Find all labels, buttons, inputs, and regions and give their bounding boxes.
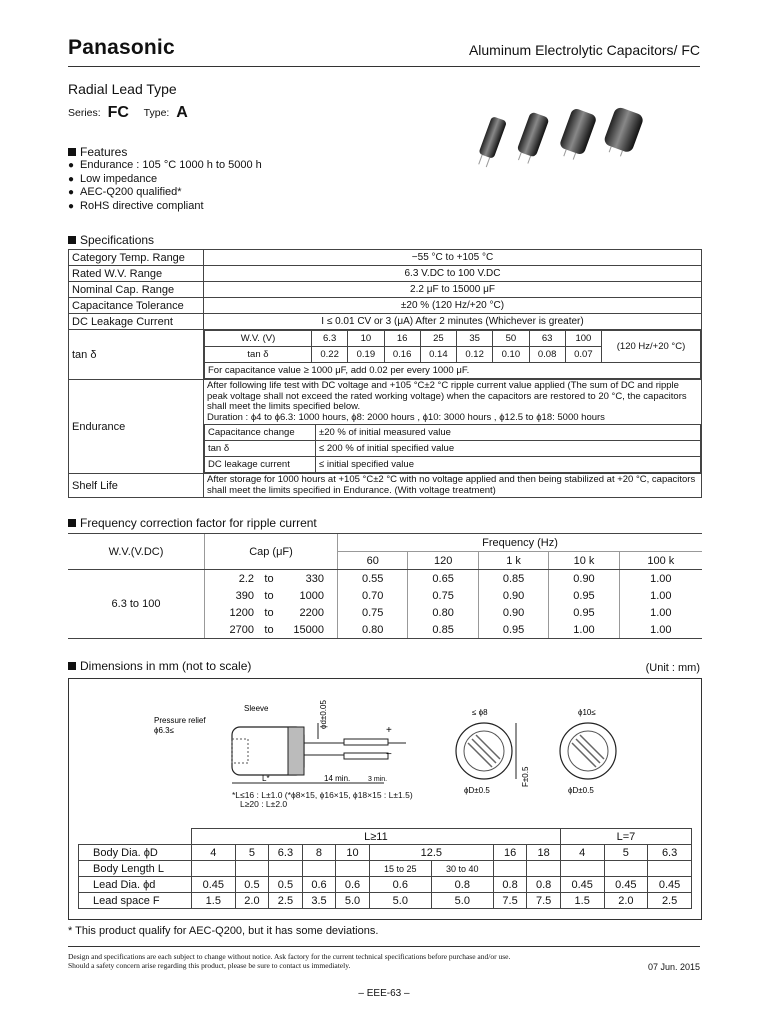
limit-value: ≤ initial specified value xyxy=(316,457,701,473)
tolerance-note-1: *L≤16 : L±1.0 (*ϕ8×15, ϕ16×15, ϕ18×15 : L±1.5) xyxy=(232,790,413,800)
plus-text: + xyxy=(386,725,392,736)
dim-cell: 5.0 xyxy=(336,893,370,909)
lead-sleeve xyxy=(344,753,388,759)
tolerance-note-2: L≥20 : L±2.0 xyxy=(240,799,288,809)
dim-row-label: Lead Dia. ϕd xyxy=(79,877,192,893)
revision-date: 07 Jun. 2015 xyxy=(647,962,700,972)
feature-item: ● Endurance : 105 °C 1000 h to 5000 h xyxy=(68,159,262,173)
type-label: Type: xyxy=(143,107,170,119)
factor-cell: 0.90 xyxy=(478,587,548,604)
tan-delta-label: tan δ xyxy=(69,330,204,380)
L-text: L* xyxy=(262,774,270,783)
wv-cell: 6.3 xyxy=(312,331,348,347)
factor-cell: 0.85 xyxy=(408,621,478,639)
spec-value: 2.2 μF to 15000 μF xyxy=(204,282,702,298)
factor-cell: 0.75 xyxy=(338,604,408,621)
endurance-text: After following life test with DC voltage and +105 °C±2 °C ripple current value applied (The sum of DC and ripple peak voltage shall not exceed the rated working voltage) when the capacitors are restored to 20 °C, the capacitors shall meet the limits specified below. Duration : ϕ4 to ϕ6.3: 1000 hours, ϕ8: 2000 hours , ϕ10: 3000 hours , ϕ12.5 to ϕ18: 5000 hours xyxy=(207,380,687,423)
spec-value: 6.3 V.DC to 100 V.DC xyxy=(204,266,702,282)
tolerance-notes xyxy=(232,791,413,809)
spec-label: Capacitance Tolerance xyxy=(69,298,204,314)
dim-cell: 6.3 xyxy=(648,845,692,861)
factor-cell: 1.00 xyxy=(619,587,702,604)
shelf-life-label: Shelf Life xyxy=(69,474,204,498)
freq-head: Frequency (Hz) xyxy=(338,534,703,552)
factor-cell: 0.95 xyxy=(549,587,619,604)
dim-cell: 5 xyxy=(235,845,269,861)
min3-text: 3 min. xyxy=(368,776,388,783)
dim-cell: 8 xyxy=(302,845,336,861)
tan-cell: 0.10 xyxy=(493,347,529,363)
dim-cell: 0.6 xyxy=(369,877,431,893)
aec-note: * This product qualify for AEC-Q200, but it has some deviations. xyxy=(68,925,379,937)
dimensions-heading: Dimensions in mm (not to scale) xyxy=(68,659,251,673)
factor-cell: 0.80 xyxy=(338,621,408,639)
factor-cell: 0.85 xyxy=(478,570,548,588)
l7-head: L=7 xyxy=(560,829,691,845)
dim-cell: 0.45 xyxy=(648,877,692,893)
pressure-relief-mark xyxy=(232,739,248,763)
dim-cell: 7.5 xyxy=(527,893,561,909)
spec-value: ±20 % (120 Hz/+20 °C) xyxy=(204,298,702,314)
dim-cell: 16 xyxy=(493,845,527,861)
dim-cell: 1.5 xyxy=(560,893,604,909)
factor-cell: 1.00 xyxy=(619,570,702,588)
factor-cell: 0.90 xyxy=(478,604,548,621)
dim-cell: 18 xyxy=(527,845,561,861)
lead-type-title: Radial Lead Type xyxy=(68,81,177,97)
dim-cell: 5.0 xyxy=(431,893,493,909)
dim-cell: 5.0 xyxy=(369,893,431,909)
dim-cell: 3.5 xyxy=(302,893,336,909)
endurance-label: Endurance xyxy=(69,380,204,474)
series-type-line xyxy=(68,104,200,122)
limit-value: ≤ 200 % of initial specified value xyxy=(316,441,701,457)
front-view-hatch-large xyxy=(572,735,604,767)
lead-sleeve xyxy=(344,739,388,745)
tan-note: For capacitance value ≥ 1000 μF, add 0.02 per every 1000 μF. xyxy=(205,363,701,379)
spec-value: I ≤ 0.01 CV or 3 (μA) After 2 minutes (Whichever is greater) xyxy=(204,314,702,330)
pressure-relief-dia-text: ϕ6.3≤ xyxy=(154,726,174,735)
freq-cell: 100 k xyxy=(619,552,702,570)
specifications-table xyxy=(68,249,702,498)
wv-cell: 50 xyxy=(493,331,529,347)
dim-cell: 2.5 xyxy=(269,893,303,909)
dim-cell: 1.5 xyxy=(192,893,236,909)
min14-text: 14 min. xyxy=(324,774,351,783)
tan-cell: 0.08 xyxy=(529,347,565,363)
dim-row-label: Lead space F xyxy=(79,893,192,909)
wv-cell: 35 xyxy=(457,331,493,347)
pressure-relief-text: Pressure relief xyxy=(154,716,206,725)
spec-label: Rated W.V. Range xyxy=(69,266,204,282)
dim-cell: 2.0 xyxy=(604,893,648,909)
dim-cell: 12.5 xyxy=(369,845,493,861)
endurance-duration: Duration : ϕ4 to ϕ6.3: 1000 hours, ϕ8: 2000 hours , ϕ10: 3000 hours , ϕ12.5 to ϕ18: 5000 hours xyxy=(207,411,605,423)
disclaimer-line: Design and specifications are each subject to change without notice. Ask factory for the current technical specifications before purchase and/or use. xyxy=(68,952,511,961)
tan-delta-table xyxy=(204,330,701,379)
spec-label: DC Leakage Current xyxy=(69,314,204,330)
spec-label: Nominal Cap. Range xyxy=(69,282,204,298)
freq-cell: 120 xyxy=(408,552,478,570)
F-tol-text: F±0.5 xyxy=(521,766,530,787)
tan-cell: 0.12 xyxy=(457,347,493,363)
dim-cell: 0.45 xyxy=(560,877,604,893)
dim-cell: 0.8 xyxy=(431,877,493,893)
dim-cell: 2.0 xyxy=(235,893,269,909)
dim-cell: 0.6 xyxy=(336,877,370,893)
page-number: – EEE-63 – xyxy=(358,988,410,999)
factor-cell: 0.70 xyxy=(338,587,408,604)
disclaimer-line: Should a safety concern arise regarding this product, please be sure to contact us immediately. xyxy=(68,961,351,970)
capacitor-product-photo xyxy=(470,105,660,175)
wv-cell: 63 xyxy=(529,331,565,347)
feature-item: ● AEC-Q200 qualified* xyxy=(68,186,262,200)
series-value: FC xyxy=(107,104,129,121)
spec-value: −55 °C to +105 °C xyxy=(204,250,702,266)
freq-cell: 60 xyxy=(338,552,408,570)
dim-cell: 4 xyxy=(192,845,236,861)
l11-head: L≥11 xyxy=(192,829,561,845)
tan-condition: (120 Hz/+20 °C) xyxy=(602,331,701,363)
tan-cell: 0.19 xyxy=(348,347,384,363)
type-value: A xyxy=(176,104,188,121)
dim-cell: 0.8 xyxy=(527,877,561,893)
brand-logo: Panasonic xyxy=(68,36,175,59)
limit-name: tan δ xyxy=(205,441,316,457)
tan-head: tan δ xyxy=(205,347,312,363)
dim-cell: 5 xyxy=(604,845,648,861)
dim-cell: 0.6 xyxy=(302,877,336,893)
freq-cell: 10 k xyxy=(549,552,619,570)
D-tol-text: ϕD±0.5 xyxy=(568,786,594,795)
wv-cell: 10 xyxy=(348,331,384,347)
features-list xyxy=(68,159,262,213)
freq-cell: 1 k xyxy=(478,552,548,570)
dim-cell: 4 xyxy=(560,845,604,861)
factor-cell: 0.75 xyxy=(408,587,478,604)
header-divider xyxy=(68,66,700,67)
tan-cell: 0.14 xyxy=(420,347,456,363)
dim-cell: 0.8 xyxy=(493,877,527,893)
frequency-heading: Frequency correction factor for ripple current xyxy=(68,516,317,530)
limit-name: DC leakage current xyxy=(205,457,316,473)
dim-cell: 0.45 xyxy=(192,877,236,893)
factor-cell: 0.80 xyxy=(408,604,478,621)
dim-cell: 0.5 xyxy=(269,877,303,893)
factor-cell: 0.95 xyxy=(549,604,619,621)
factor-cell: 0.55 xyxy=(338,570,408,588)
tan-cell: 0.07 xyxy=(565,347,601,363)
document-title: Aluminum Electrolytic Capacitors/ FC xyxy=(468,42,700,58)
frequency-table xyxy=(68,533,702,639)
dim-row-label: Body Dia. ϕD xyxy=(79,845,192,861)
endurance-limits-table xyxy=(204,424,701,473)
wv-cell: 100 xyxy=(565,331,601,347)
cap-range: 2700 to 15000 xyxy=(205,621,338,639)
disclaimer xyxy=(68,952,510,970)
feature-item: ● Low impedance xyxy=(68,173,262,187)
dim-cell: 7.5 xyxy=(493,893,527,909)
D-tol-text: ϕD±0.5 xyxy=(464,786,490,795)
footer-divider xyxy=(68,946,700,947)
feature-item: ● RoHS directive compliant xyxy=(68,200,262,214)
front-view-hatch xyxy=(468,735,500,767)
series-label: Series: xyxy=(68,107,101,119)
limit-value: ±20 % of initial measured value xyxy=(316,425,701,441)
sleeve-band xyxy=(288,727,304,775)
lead-dia-text: ϕd±0.05 xyxy=(319,700,328,729)
factor-cell: 0.95 xyxy=(478,621,548,639)
dim-cell: 10 xyxy=(336,845,370,861)
dim-cell: 0.45 xyxy=(604,877,648,893)
cap-head: Cap (μF) xyxy=(205,534,338,570)
factor-cell: 0.65 xyxy=(408,570,478,588)
wv-cell: 25 xyxy=(420,331,456,347)
unit-label: (Unit : mm) xyxy=(645,662,700,674)
limit-name: Capacitance change xyxy=(205,425,316,441)
dim-row-label: Body Length L xyxy=(79,861,192,877)
specifications-heading: Specifications xyxy=(68,233,154,247)
dim-cell: 15 to 25 xyxy=(369,861,431,877)
factor-cell: 0.90 xyxy=(549,570,619,588)
dim-cell: 30 to 40 xyxy=(431,861,493,877)
cap-range: 2.2 to 330 xyxy=(205,570,338,588)
shelf-life-text: After storage for 1000 hours at +105 °C±2 °C with no voltage applied and then being stabilized at +20 °C, capacitors shall meet the limits specified in Endurance. (With voltage treatment) xyxy=(204,474,702,498)
le8-text: ≤ ϕ8 xyxy=(472,708,488,717)
factor-cell: 1.00 xyxy=(549,621,619,639)
d10-text: ϕ10≤ xyxy=(578,708,596,717)
minus-text: − xyxy=(386,749,392,760)
wv-cell: 16 xyxy=(384,331,420,347)
tan-cell: 0.22 xyxy=(312,347,348,363)
sleeve-text: Sleeve xyxy=(244,704,269,713)
cap-range: 1200 to 2200 xyxy=(205,604,338,621)
wv-head: W.V.(V.DC) xyxy=(68,534,205,570)
cap-range: 390 to 1000 xyxy=(205,587,338,604)
wv-head: W.V. (V) xyxy=(205,331,312,347)
dim-cell: 6.3 xyxy=(269,845,303,861)
wv-value: 6.3 to 100 xyxy=(68,570,205,639)
tan-cell: 0.16 xyxy=(384,347,420,363)
spec-label: Category Temp. Range xyxy=(69,250,204,266)
dim-cell: 2.5 xyxy=(648,893,692,909)
factor-cell: 1.00 xyxy=(619,621,702,639)
dim-cell: 0.5 xyxy=(235,877,269,893)
dimensions-table xyxy=(78,828,692,909)
features-heading: Features xyxy=(68,145,127,159)
factor-cell: 1.00 xyxy=(619,604,702,621)
